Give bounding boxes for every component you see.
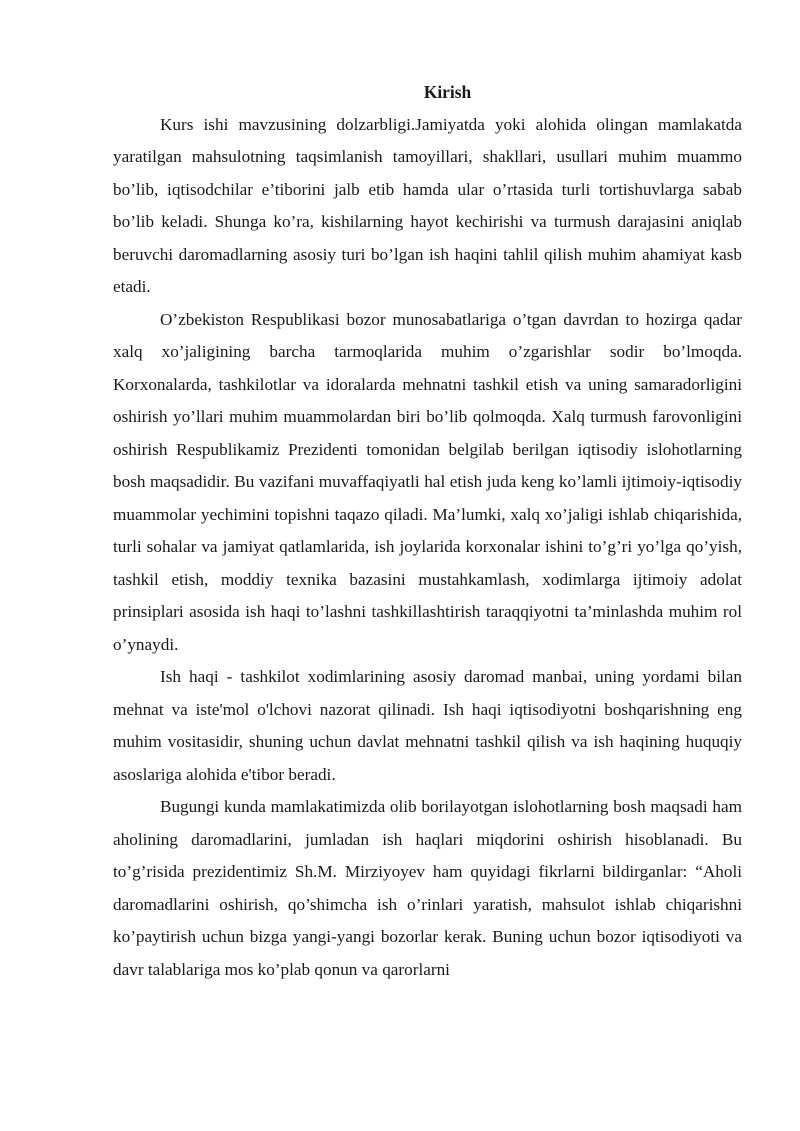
document-title: Kirish [423, 82, 472, 102]
document-body [113, 76, 742, 986]
paragraph-3: Ish haqi - tashkilot xodimlarining asosiy daromad manbai, uning yordami bilan mehnat va iste'mol o'lchovi nazorat qilinadi. Ish haqi iqtisodiyotni boshqarishning eng muhim vositasidir, shuning uchun davlat mehnatni tashkil qilish va ish haqining huquqiy asoslariga alohida e'tibor beradi. [113, 667, 742, 784]
paragraph-4: Bugungi kunda mamlakatimizda olib borilayotgan islohotlarning bosh maqsadi ham aholining daromadlarini, jumladan ish haqlari miqdorini oshirish hisoblanadi. Bu to’g’risida prezidentimiz Sh.M. Mirziyoyev ham quyidagi fikrlarni bildirganlar: “Aholi daromadlarini oshirish, qo’shimcha ish o’rinlari yaratish, mahsulot ishlab chiqarishni ko’paytirish uchun bizga yangi-yangi bozorlar kerak. Buning uchun bozor iqtisodiyoti va davr talablariga mos ko’plab qonun va qarorlarni [113, 797, 742, 979]
paragraph-2: O’zbekiston Respublikasi bozor munosabatlariga o’tgan davrdan to hozirga qadar xalq xo’jaligining barcha tarmoqlarida muhim o’zgarishlar sodir bo’lmoqda. Korxonalarda, tashkilotlar va idoralarda mehnatni tashkil etish va uning samaradorligini oshirish yo’llari muhim muammolardan biri bo’lib qolmoqda. Xalq turmush farovonligini oshirish Respublikamiz Prezidenti tomonidan belgilab berilgan iqtisodiy islohotlarning bosh maqsadidir. Bu vazifani muvaffaqiyatli hal etish juda keng ko’lamli ijtimoiy-iqtisodiy muammolar yechimini topishni taqazo qiladi. Ma’lumki, xalq xo’jaligi ishlab chiqarishida, turli sohalar va jamiyat qatlamlarida, ish joylarida korxonalar ishini to’g’ri yo’lga qo’yish, tashkil etish, moddiy texnika bazasini mustahkamlash, xodimlarga ijtimoiy adolat prinsiplari asosida ish haqi to’lashni tashkillashtirish taraqqiyotni ta’minlashda muhim rol o’ynaydi. [113, 309, 742, 654]
paragraph-1: Kurs ishi mavzusining dolzarbligi.Jamiyatda yoki alohida olingan mamlakatda yaratilgan mahsulotning taqsimlanish tamoyillari, shakllari, usullari muhim muammo bo’lib, iqtisodchilar e’tiborini jalb etib hamda ular o’rtasida turli tortishuvlarga sabab bo’lib keladi. Shunga ko’ra, kishilarning hayot kechirishi va turmush darajasini aniqlab beruvchi daromadlarning asosiy turi bo’lgan ish haqini tahlil qilish muhim ahamiyat kasb etadi. [113, 114, 742, 296]
